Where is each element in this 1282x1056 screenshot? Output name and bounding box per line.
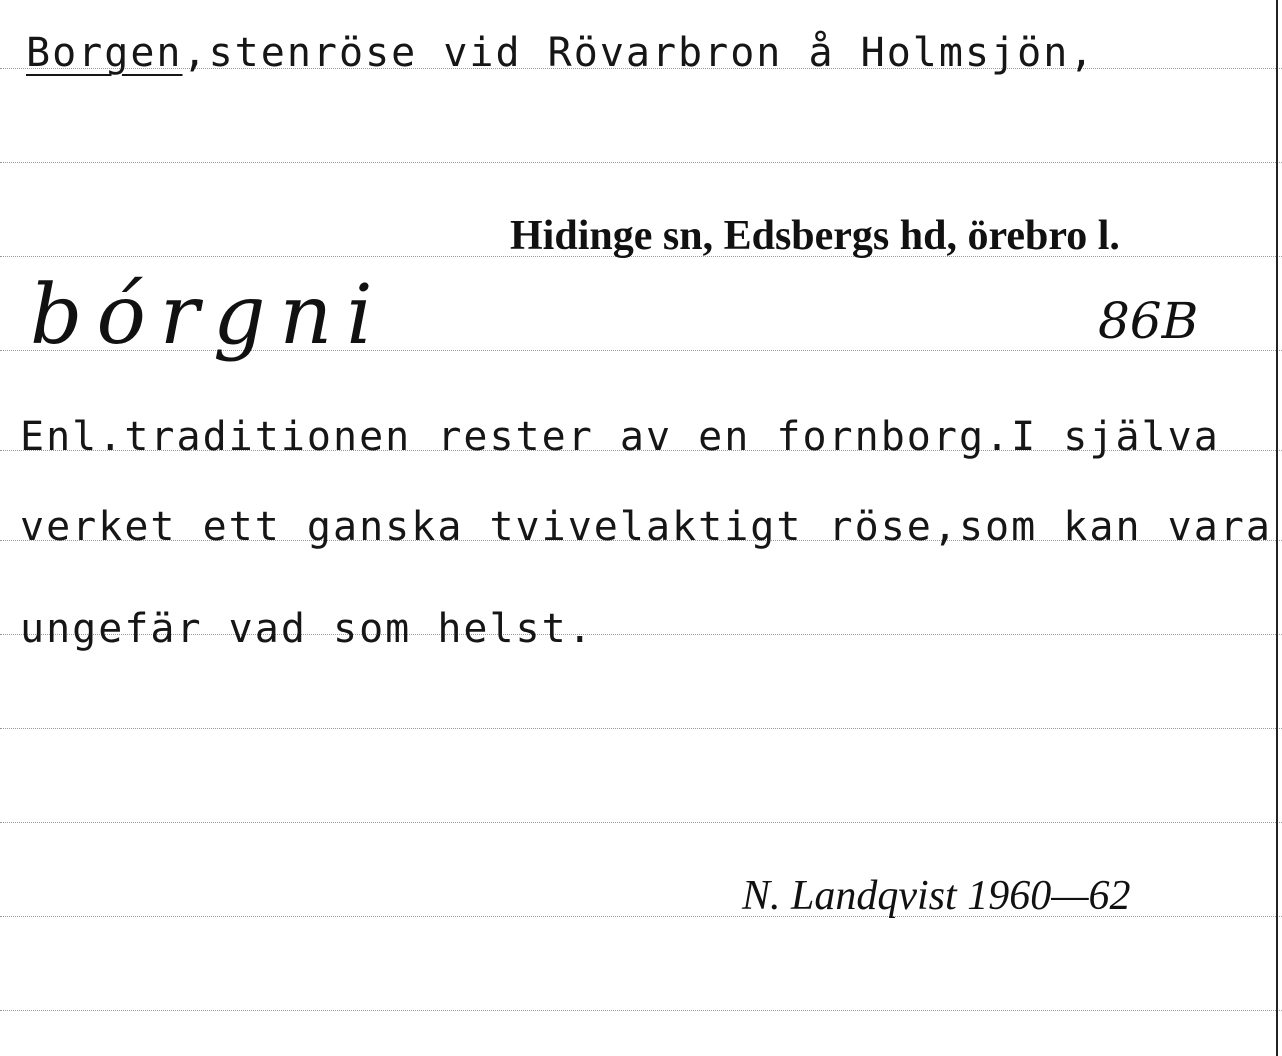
card-number: 86B	[1098, 292, 1199, 350]
signature: N. Landqvist 1960—62	[742, 873, 1131, 919]
body-line-1: Enl.traditionen rester av en fornborg.I själva	[20, 414, 1220, 460]
ruled-line	[0, 162, 1282, 163]
pronunciation-handwritten: bórgni	[30, 268, 387, 363]
ruled-line	[0, 1010, 1282, 1011]
location-stamp: Hidinge sn, Edsbergs hd, örebro l.	[510, 213, 1120, 259]
body-line-2: verket ett ganska tvivelaktigt röse,som kan vara	[20, 504, 1272, 550]
ruled-line	[0, 728, 1282, 729]
card-edge	[1276, 0, 1278, 1056]
headword: Borgen	[26, 30, 183, 76]
body-line-3: ungefär vad som helst.	[20, 606, 594, 652]
title-line	[26, 30, 1095, 76]
ruled-line	[0, 822, 1282, 823]
title-rest: ,stenröse vid Rövarbron å Holmsjön,	[182, 30, 1096, 76]
